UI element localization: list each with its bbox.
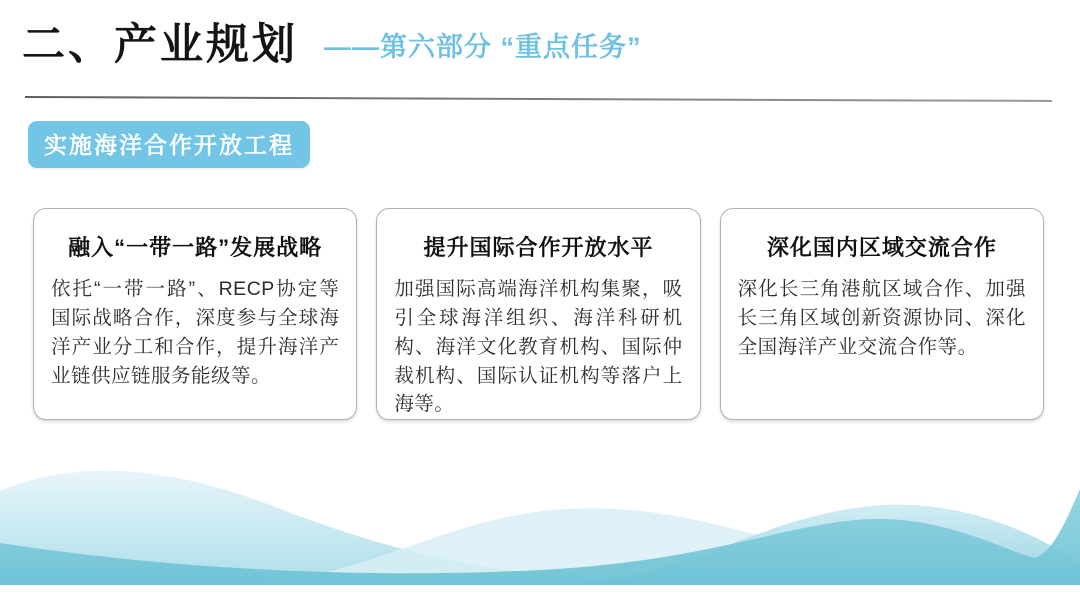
card-title: 融入“一带一路”发展战略 xyxy=(68,235,323,260)
page-title: 二、产业规划 xyxy=(22,21,298,69)
section-badge: 实施海洋合作开放工程 xyxy=(28,121,310,168)
task-card xyxy=(33,208,357,420)
card-body: 依托“一带一路”、RECP协定等国际战略合作，深度参与全球海洋产业分工和合作，提升海洋产业链供应链服务能级等。 xyxy=(51,278,340,387)
page-subtitle: ——第六部分 “重点任务” xyxy=(324,32,642,63)
card-title: 深化国内区域交流合作 xyxy=(766,235,997,260)
wave-decoration xyxy=(0,453,1080,585)
card-body: 加强国际高端海洋机构集聚，吸引全球海洋组织、海洋科研机构、海洋文化教育机构、国际仲裁机构、国际认证机构等落户上海等。 xyxy=(394,278,683,416)
cards-row xyxy=(33,208,1044,420)
task-card xyxy=(720,208,1044,420)
card-title: 提升国际合作开放水平 xyxy=(423,235,654,260)
header-divider xyxy=(25,96,1052,102)
task-card xyxy=(376,208,700,420)
slide-header xyxy=(22,22,1050,69)
card-body: 深化长三角港航区域合作、加强长三角区域创新资源协同、深化全国海洋产业交流合作等。 xyxy=(737,278,1026,358)
